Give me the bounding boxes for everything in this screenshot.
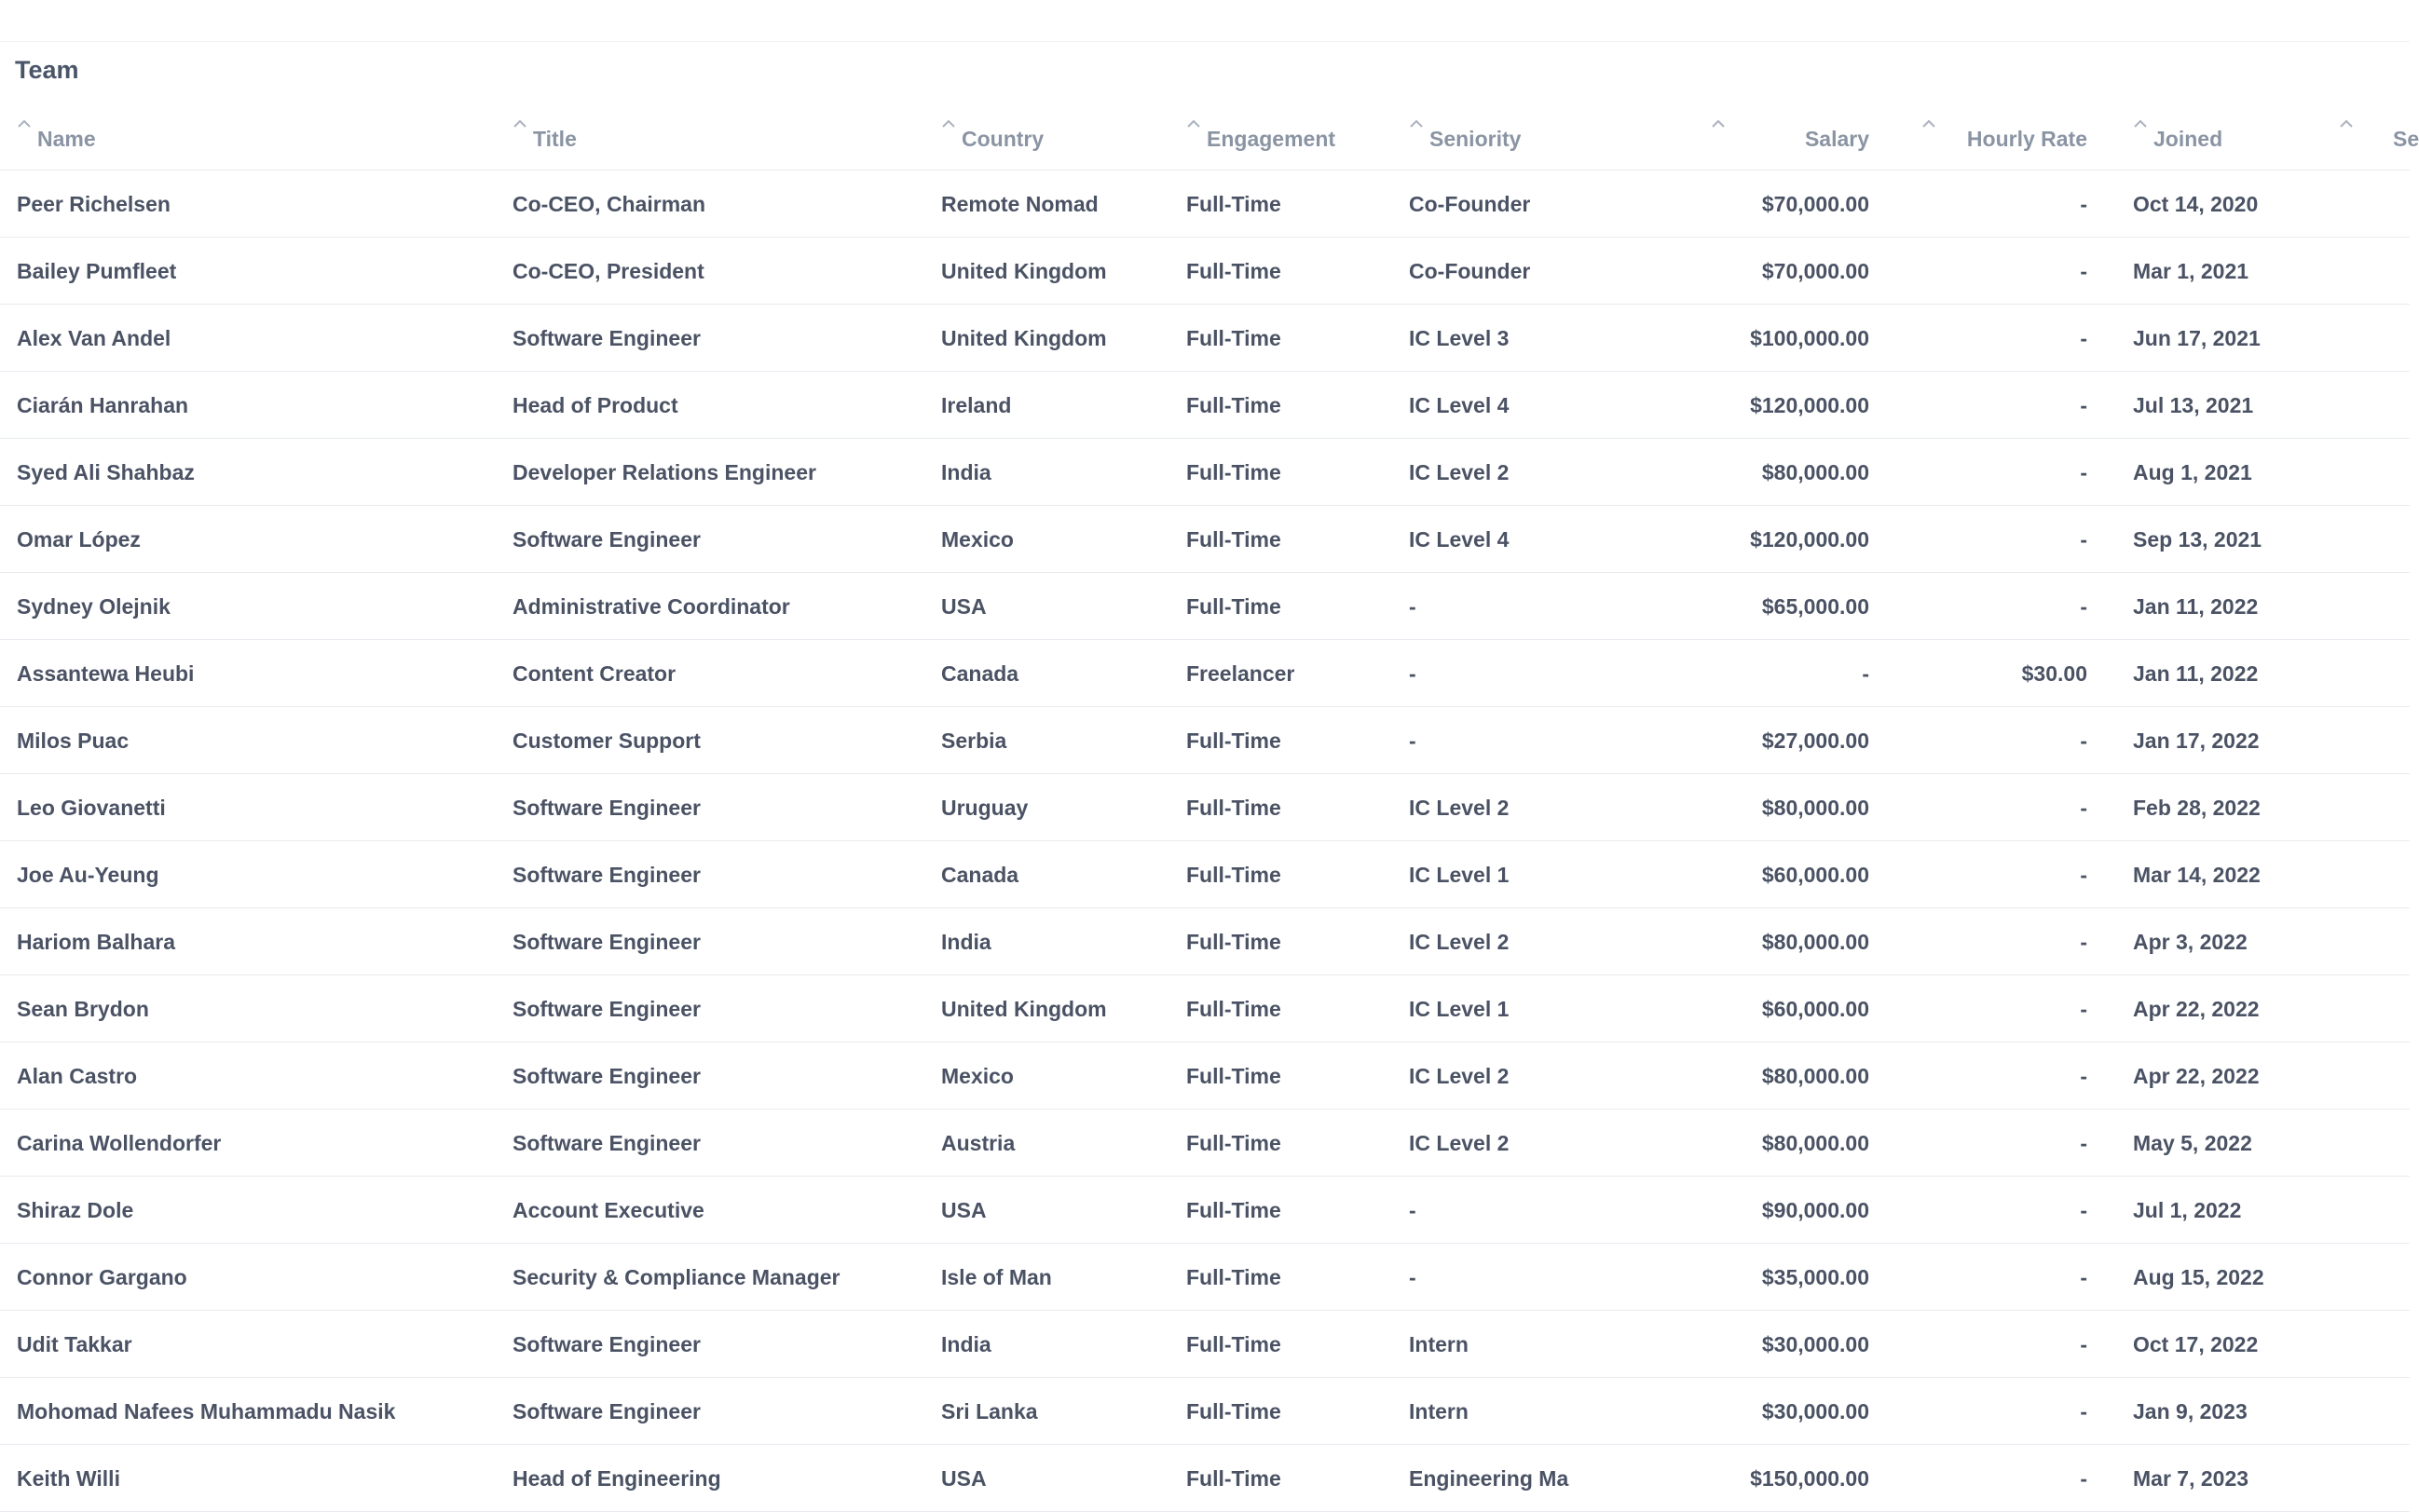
cell-name: Mohomad Nafees Muhammadu Nasik <box>17 1399 396 1423</box>
table-row[interactable] <box>0 1244 2410 1311</box>
cell-title: Software Engineer <box>512 796 701 820</box>
cell-salary: $80,000.00 <box>1761 1064 1869 1088</box>
cell-hourly-rate: - <box>2080 192 2087 216</box>
cell-title: Software Engineer <box>512 326 701 350</box>
cell-salary: $150,000.00 <box>1750 1466 1869 1491</box>
cell-hourly-rate: - <box>2080 1265 2087 1289</box>
cell-joined: Jun 17, 2021 <box>2133 326 2261 350</box>
cell-country: USA <box>941 1198 987 1222</box>
cell-joined: Aug 15, 2022 <box>2133 1265 2264 1289</box>
cell-salary: $80,000.00 <box>1761 1131 1869 1155</box>
table-body <box>0 170 2410 1512</box>
cell-title: Customer Support <box>512 729 701 753</box>
column-header-engagement[interactable] <box>1207 108 1335 170</box>
table-row[interactable] <box>0 841 2410 908</box>
chevron-up-icon[interactable] <box>512 119 529 132</box>
cell-seniority: - <box>1409 1198 1416 1222</box>
table-row[interactable] <box>0 1110 2410 1177</box>
cell-name: Hariom Balhara <box>17 930 176 954</box>
table-row[interactable] <box>0 573 2410 640</box>
table-row[interactable] <box>0 1311 2410 1378</box>
cell-name: Syed Ali Shahbaz <box>17 460 195 484</box>
cell-hourly-rate: - <box>2080 1332 2087 1356</box>
cell-joined: Jul 1, 2022 <box>2133 1198 2242 1222</box>
table-row[interactable] <box>0 170 2410 238</box>
cell-engagement: Full-Time <box>1186 259 1281 283</box>
cell-engagement: Full-Time <box>1186 192 1281 216</box>
cell-seniority: IC Level 4 <box>1409 393 1510 417</box>
cell-name: Omar López <box>17 527 141 552</box>
chevron-up-icon[interactable] <box>1409 119 1426 132</box>
cell-engagement: Freelancer <box>1186 661 1295 686</box>
chevron-up-icon[interactable] <box>1921 119 1938 132</box>
cell-name: Alex Van Andel <box>17 326 171 350</box>
cell-salary: $80,000.00 <box>1761 460 1869 484</box>
cell-joined: Apr 3, 2022 <box>2133 930 2248 954</box>
column-header-joined[interactable] <box>2153 108 2222 170</box>
table-row[interactable] <box>0 1042 2410 1110</box>
cell-salary: $60,000.00 <box>1761 997 1869 1021</box>
cell-engagement: Full-Time <box>1186 1399 1281 1423</box>
cell-title: Administrative Coordinator <box>512 594 790 619</box>
chevron-up-icon[interactable] <box>941 119 958 132</box>
cell-country: Uruguay <box>941 796 1029 820</box>
cell-salary: - <box>1862 661 1869 686</box>
cell-country: Ireland <box>941 393 1012 417</box>
cell-salary: $100,000.00 <box>1750 326 1869 350</box>
cell-engagement: Full-Time <box>1186 796 1281 820</box>
cell-name: Shiraz Dole <box>17 1198 134 1222</box>
column-header-label: Name <box>37 127 96 151</box>
column-header-label: Engagement <box>1207 127 1336 151</box>
chevron-up-icon[interactable] <box>17 119 34 132</box>
cell-engagement: Full-Time <box>1186 863 1281 887</box>
cell-salary: $30,000.00 <box>1761 1332 1869 1356</box>
cell-hourly-rate: - <box>2080 1131 2087 1155</box>
cell-country: United Kingdom <box>941 997 1107 1021</box>
cell-country: Canada <box>941 863 1019 887</box>
cell-engagement: Full-Time <box>1186 997 1281 1021</box>
cell-hourly-rate: - <box>2080 527 2087 552</box>
cell-joined: Sep 13, 2021 <box>2133 527 2262 552</box>
cell-joined: Apr 22, 2022 <box>2133 997 2260 1021</box>
column-header-se[interactable] <box>2393 108 2419 170</box>
cell-joined: Apr 22, 2022 <box>2133 1064 2260 1088</box>
chevron-up-icon[interactable] <box>1711 119 1728 132</box>
cell-title: Software Engineer <box>512 1332 701 1356</box>
cell-hourly-rate: - <box>2080 863 2087 887</box>
cell-engagement: Full-Time <box>1186 729 1281 753</box>
cell-name: Leo Giovanetti <box>17 796 166 820</box>
cell-title: Developer Relations Engineer <box>512 460 816 484</box>
cell-engagement: Full-Time <box>1186 1466 1281 1491</box>
column-header-label: Hourly Rate <box>1966 127 2087 151</box>
column-header-hourly-rate[interactable] <box>1882 108 2087 170</box>
cell-title: Security & Compliance Manager <box>512 1265 840 1289</box>
cell-country: Serbia <box>941 729 1007 753</box>
column-header-label: Joined <box>2153 127 2223 151</box>
cell-country: Canada <box>941 661 1019 686</box>
cell-joined: Mar 14, 2022 <box>2133 863 2261 887</box>
column-header-title[interactable] <box>533 108 577 170</box>
cell-hourly-rate: - <box>2080 326 2087 350</box>
cell-hourly-rate: $30.00 <box>2021 661 2087 686</box>
cell-country: Sri Lanka <box>941 1399 1038 1423</box>
cell-name: Peer Richelsen <box>17 192 171 216</box>
table-row[interactable] <box>0 774 2410 841</box>
cell-hourly-rate: - <box>2080 729 2087 753</box>
cell-joined: Jul 13, 2021 <box>2133 393 2254 417</box>
cell-seniority: - <box>1409 1265 1416 1289</box>
table-row[interactable] <box>0 1378 2410 1445</box>
cell-seniority: Co-Founder <box>1409 192 1531 216</box>
column-header-label: Se <box>2393 127 2419 151</box>
cell-engagement: Full-Time <box>1186 930 1281 954</box>
cell-seniority: IC Level 2 <box>1409 930 1510 954</box>
table-row[interactable] <box>0 1445 2410 1512</box>
cell-salary: $90,000.00 <box>1761 1198 1869 1222</box>
table-row[interactable] <box>0 305 2410 372</box>
column-header-label: Country <box>962 127 1045 151</box>
cell-salary: $60,000.00 <box>1761 863 1869 887</box>
cell-name: Sydney Olejnik <box>17 594 171 619</box>
page-title: Team <box>15 56 79 84</box>
cell-country: India <box>941 460 991 484</box>
cell-salary: $70,000.00 <box>1761 259 1869 283</box>
cell-hourly-rate: - <box>2080 259 2087 283</box>
cell-seniority: IC Level 3 <box>1409 326 1510 350</box>
cell-country: India <box>941 1332 991 1356</box>
cell-joined: Oct 14, 2020 <box>2133 192 2259 216</box>
cell-joined: Mar 7, 2023 <box>2133 1466 2249 1491</box>
cell-engagement: Full-Time <box>1186 393 1281 417</box>
cell-title: Co-CEO, Chairman <box>512 192 706 216</box>
column-header-salary[interactable] <box>1677 108 1869 170</box>
cell-salary: $120,000.00 <box>1750 393 1869 417</box>
cell-country: United Kingdom <box>941 259 1107 283</box>
column-header-label: Salary <box>1804 127 1869 151</box>
team-table <box>0 108 2419 1512</box>
cell-seniority: IC Level 2 <box>1409 796 1510 820</box>
top-bar <box>0 0 2410 42</box>
cell-country: Mexico <box>941 527 1014 552</box>
cell-salary: $27,000.00 <box>1761 729 1869 753</box>
table-row[interactable] <box>0 975 2410 1042</box>
cell-joined: Jan 9, 2023 <box>2133 1399 2248 1423</box>
cell-title: Software Engineer <box>512 863 701 887</box>
cell-name: Bailey Pumfleet <box>17 259 177 283</box>
cell-engagement: Full-Time <box>1186 460 1281 484</box>
cell-name: Carina Wollendorfer <box>17 1131 222 1155</box>
cell-hourly-rate: - <box>2080 796 2087 820</box>
cell-country: Isle of Man <box>941 1265 1052 1289</box>
cell-title: Software Engineer <box>512 997 701 1021</box>
cell-seniority: IC Level 1 <box>1409 863 1510 887</box>
cell-salary: $80,000.00 <box>1761 796 1869 820</box>
cell-seniority: - <box>1409 594 1416 619</box>
cell-engagement: Full-Time <box>1186 527 1281 552</box>
cell-title: Content Creator <box>512 661 676 686</box>
cell-title: Software Engineer <box>512 527 701 552</box>
column-header-label: Title <box>533 127 577 151</box>
cell-seniority: Co-Founder <box>1409 259 1531 283</box>
cell-title: Account Executive <box>512 1198 704 1222</box>
column-header-seniority[interactable] <box>1429 108 1521 170</box>
cell-seniority: IC Level 2 <box>1409 1131 1510 1155</box>
cell-title: Head of Engineering <box>512 1466 721 1491</box>
table-row[interactable] <box>0 908 2410 975</box>
cell-engagement: Full-Time <box>1186 1064 1281 1088</box>
cell-salary: $80,000.00 <box>1761 930 1869 954</box>
cell-seniority: IC Level 4 <box>1409 527 1510 552</box>
cell-name: Joe Au-Yeung <box>17 863 159 887</box>
cell-country: USA <box>941 1466 987 1491</box>
cell-title: Co-CEO, President <box>512 259 704 283</box>
cell-engagement: Full-Time <box>1186 1265 1281 1289</box>
cell-salary: $30,000.00 <box>1761 1399 1869 1423</box>
cell-engagement: Full-Time <box>1186 326 1281 350</box>
cell-name: Keith Willi <box>17 1466 120 1491</box>
table-row[interactable] <box>0 372 2410 439</box>
cell-hourly-rate: - <box>2080 460 2087 484</box>
cell-seniority: Intern <box>1409 1332 1469 1356</box>
cell-hourly-rate: - <box>2080 594 2087 619</box>
table-row[interactable] <box>0 707 2410 774</box>
column-header-name[interactable] <box>37 108 96 170</box>
cell-joined: May 5, 2022 <box>2133 1131 2252 1155</box>
chevron-up-icon[interactable] <box>2339 119 2356 132</box>
cell-name: Milos Puac <box>17 729 130 753</box>
cell-joined: Jan 17, 2022 <box>2133 729 2260 753</box>
table-row[interactable] <box>0 238 2410 305</box>
cell-seniority: IC Level 2 <box>1409 1064 1510 1088</box>
cell-country: USA <box>941 594 987 619</box>
cell-country: India <box>941 930 991 954</box>
cell-name: Assantewa Heubi <box>17 661 195 686</box>
table-row[interactable] <box>0 640 2410 707</box>
table-row[interactable] <box>0 439 2410 506</box>
cell-salary: $70,000.00 <box>1761 192 1869 216</box>
cell-salary: $120,000.00 <box>1750 527 1869 552</box>
cell-country: Austria <box>941 1131 1016 1155</box>
cell-salary: $35,000.00 <box>1761 1265 1869 1289</box>
column-header-country[interactable] <box>962 108 1044 170</box>
cell-joined: Aug 1, 2021 <box>2133 460 2252 484</box>
column-header-label: Seniority <box>1429 127 1522 151</box>
cell-seniority: Engineering Ma <box>1409 1466 1569 1491</box>
cell-salary: $65,000.00 <box>1761 594 1869 619</box>
cell-title: Software Engineer <box>512 1131 701 1155</box>
cell-name: Ciarán Hanrahan <box>17 393 189 417</box>
cell-hourly-rate: - <box>2080 393 2087 417</box>
cell-hourly-rate: - <box>2080 930 2087 954</box>
table-row[interactable] <box>0 1177 2410 1244</box>
cell-seniority: Intern <box>1409 1399 1469 1423</box>
cell-title: Head of Product <box>512 393 678 417</box>
cell-hourly-rate: - <box>2080 1466 2087 1491</box>
cell-name: Sean Brydon <box>17 997 149 1021</box>
table-header-row <box>0 108 2419 170</box>
cell-hourly-rate: - <box>2080 997 2087 1021</box>
cell-country: Remote Nomad <box>941 192 1099 216</box>
cell-name: Udit Takkar <box>17 1332 132 1356</box>
cell-joined: Oct 17, 2022 <box>2133 1332 2259 1356</box>
cell-title: Software Engineer <box>512 930 701 954</box>
cell-seniority: - <box>1409 661 1416 686</box>
cell-joined: Jan 11, 2022 <box>2133 661 2259 686</box>
cell-hourly-rate: - <box>2080 1198 2087 1222</box>
cell-title: Software Engineer <box>512 1064 701 1088</box>
table-row[interactable] <box>0 506 2410 573</box>
cell-engagement: Full-Time <box>1186 1131 1281 1155</box>
cell-engagement: Full-Time <box>1186 594 1281 619</box>
cell-name: Alan Castro <box>17 1064 138 1088</box>
cell-country: United Kingdom <box>941 326 1107 350</box>
chevron-up-icon[interactable] <box>2133 119 2150 132</box>
cell-hourly-rate: - <box>2080 1399 2087 1423</box>
cell-hourly-rate: - <box>2080 1064 2087 1088</box>
cell-seniority: IC Level 2 <box>1409 460 1510 484</box>
cell-joined: Jan 11, 2022 <box>2133 594 2259 619</box>
cell-joined: Mar 1, 2021 <box>2133 259 2249 283</box>
cell-seniority: - <box>1409 729 1416 753</box>
chevron-up-icon[interactable] <box>1186 119 1203 132</box>
cell-country: Mexico <box>941 1064 1014 1088</box>
cell-engagement: Full-Time <box>1186 1198 1281 1222</box>
cell-name: Connor Gargano <box>17 1265 187 1289</box>
cell-joined: Feb 28, 2022 <box>2133 796 2261 820</box>
cell-engagement: Full-Time <box>1186 1332 1281 1356</box>
cell-title: Software Engineer <box>512 1399 701 1423</box>
cell-seniority: IC Level 1 <box>1409 997 1510 1021</box>
